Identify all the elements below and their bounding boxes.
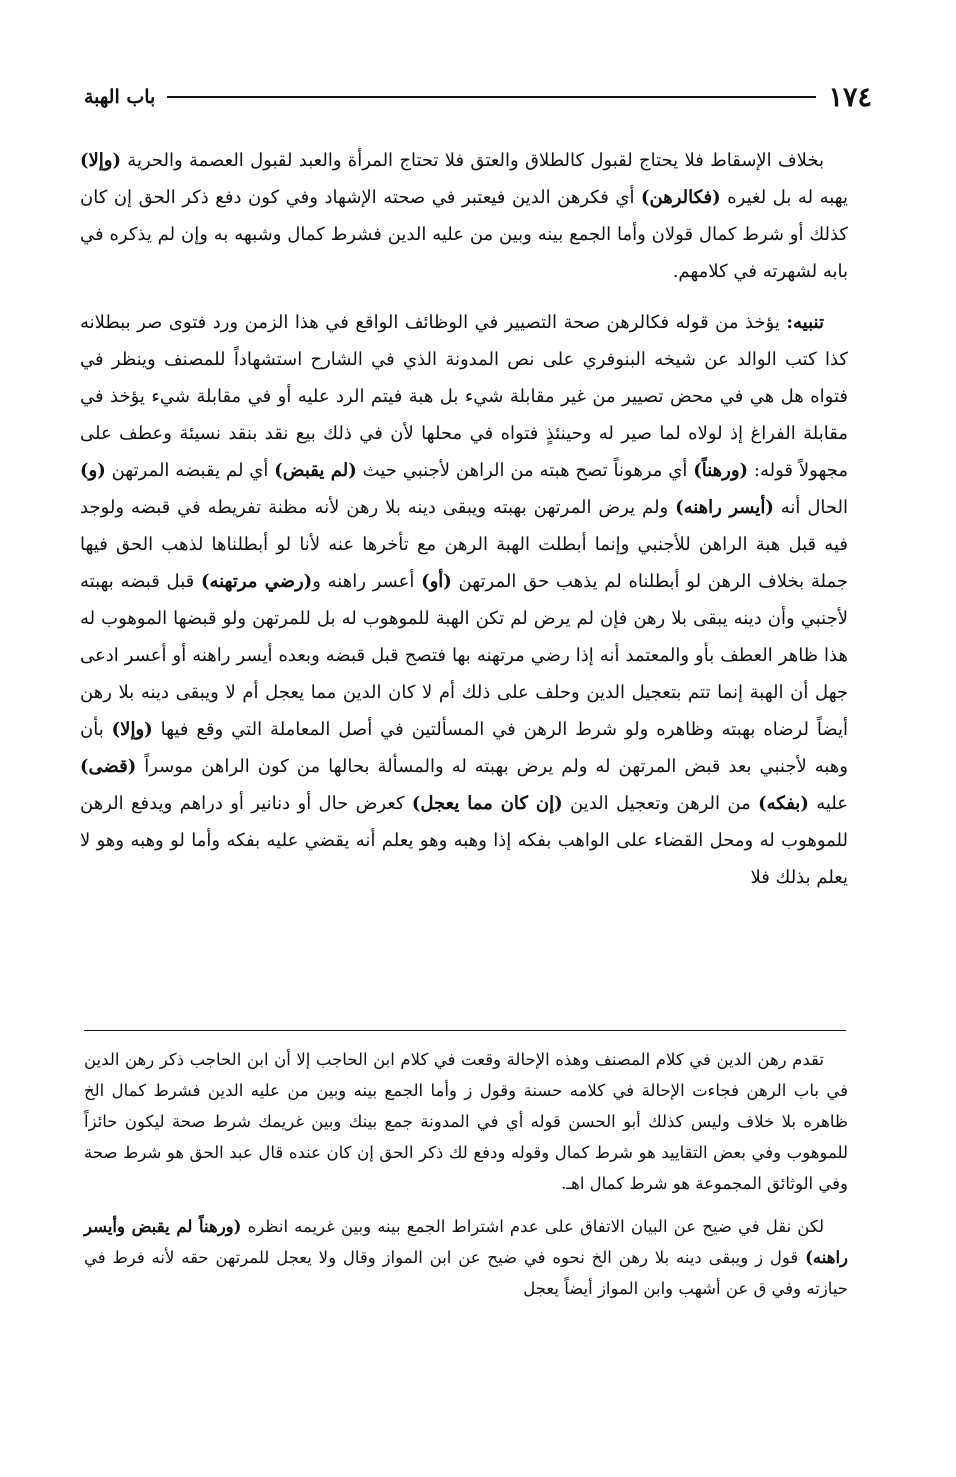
footnote-paragraph-2 [84, 1211, 848, 1304]
section-title: باب الهبة [84, 86, 156, 108]
bold-term: (وإلا) [80, 150, 121, 171]
text-run: الحال أنه [773, 497, 848, 518]
text-run: قول ز ويبقى دينه بلا رهن الخ نحوه في ضيح عن ابن المواز وقال ولا يعجل للمرتهن حقه لأنه فرط في حيازته وفي ق عن أشهب وابن المواز أيضاً يعجل [84, 1248, 848, 1298]
bold-term: (بفكه) [758, 793, 809, 814]
note-label: تنبيه: [786, 312, 824, 333]
text-run: ولم يرض المرتهن بهبته ويبقى دينه بلا رهن لأنه مظنة تفريطه في قبضه ولوجد فيه قبل هبة الراهن للأجنبي وإنما أبطلت الهبة الرهن مع تأخرها عنه لأنا لو أبطلناها لذهب الحق فيها جملة بخلاف الرهن لو أبطلناه لم يذهب حق المرتهن [80, 497, 848, 592]
text-run: عليه [808, 793, 848, 814]
header-rule [167, 96, 816, 98]
text-run: أعسر راهنه و [312, 571, 422, 592]
text-run: كعرض حال أو دنانير أو دراهم ويدفع الرهن للموهوب له ومحل القضاء على الواهب بفكه إذا وهبه وهو يعلم أنه يقضي عليه بفكه وأما لو وهبه وهو لا يعلم بذلك فلا [80, 793, 848, 888]
bold-term: (ورهناً) [693, 460, 749, 481]
text-run: أي لم يقبضه المرتهن [105, 460, 275, 481]
footnote-divider [84, 1030, 846, 1031]
bold-term: (قضى) [80, 756, 137, 777]
text-run: قبل قبضه بهبته لأجنبي وأن دينه يبقى بلا رهن فإن لم يرض لم تكن الهبة للموهوب له بل للمرتهن ولو قبضها الموهوب له هذا ظاهر العطف بأو والمعتمد أنه إذا رضي مرتهنه بها فتصح قبل قبضه وبعده أيسر راهنه أو أعسر ادعى جهل أن الهبة إنما تتم بتعجيل الدين وحلف على ذلك أم لا كان الدين مما يعجل أم لا ويبقى دينه بلا رهن أيضاً لرضاه بهبته وظاهره ولو شرط الرهن في المسألتين في أصل المعاملة التي وقع فيها [80, 571, 848, 740]
text-run: بأن وهبه لأجنبي بعد قبض المرتهن له ولم يرض بهبته له والمسألة بحالها من كون الراهن موسراً [80, 719, 848, 777]
bold-term: (وإلا) [111, 719, 153, 740]
text-run: أي فكرهن الدين فيعتبر في صحته الإشهاد وفي كون دفع ذكر الحق إن كان كذلك أو شرط كمال قولان وأما الجمع بينه وبين من عليه الدين فشرط كمال وشبهه به وإن لم يذكره في بابه لشهرته في كلامهم. [80, 187, 848, 282]
bold-term: (فكالرهن) [641, 187, 721, 208]
footnotes [84, 1044, 848, 1304]
footnote-paragraph-1: تقدم رهن الدين في كلام المصنف وهذه الإحالة وقعت في كلام ابن الحاجب إلا أن ابن الحاجب ذكر رهن الدين في باب الرهن فجاءت الإحالة في كلامه حسنة وقول ز وأما الجمع بينه وبين من عليه الدين فشرط كمال الخ ظاهره بلا خلاف وليس كذلك أبو الحسن قوله أي في المدونة جمع بينك وبين غريمك شرط صحة ليكون حائزاً للموهوب وفي بعض التقاييد هو شرط كمال وقوله ودفع لك ذكر الحق إن كان عنده قال عبد الحق هو شرط صحة وفي الوثائق المجموعة هو شرط كمال اهـ. [84, 1050, 848, 1193]
bold-term: (ورهناً لم يقبض وأيسر راهنه) [84, 1217, 848, 1267]
bold-term: (لم يقبض) [274, 460, 357, 481]
text-run: لكن نقل في ضيح عن البيان الاتفاق على عدم اشتراط الجمع بينه وبين غريمه انظره [241, 1217, 824, 1236]
text-run: يهبه له بل لغيره [720, 187, 848, 208]
bold-term: (و) [80, 460, 106, 481]
bold-term: (أو) [421, 571, 452, 592]
text-run: بخلاف الإسقاط فلا يحتاج لقبول كالطلاق والعتق فلا تحتاج المرأة والعبد لقبول العصمة والحرية [121, 150, 824, 171]
bold-term: (أيسر راهنه) [675, 497, 774, 518]
main-paragraph-2 [80, 304, 848, 896]
main-paragraph-1 [80, 142, 848, 290]
bold-term: (إن كان مما يعجل) [411, 793, 563, 814]
page-number: ١٧٤ [828, 81, 872, 113]
text-run: أي مرهوناً تصح هبته من الراهن لأجنبي حيث [356, 460, 694, 481]
text-run: يؤخذ من قوله فكالرهن صحة التصيير في الوظائف الواقع في هذا الزمن ورد فتوى صر ببطلانه كذا كتب الوالد عن شيخه البنوفري على نص المدونة الذي في الشارح استشهاداً للمصنف وينظر في فتواه هل هي في محض تصيير من غير مقابلة شيء بل هبة فيتم الرد عليه أو في مقابلة شيء يؤخذ في مقابلة الفراغ إذ لولاه لما صير له وحينئذٍ فتواه في محلها لأن في ذلك بيع نقد بنقد نسيئة وعطف على مجهولاً قوله: [80, 312, 849, 481]
bold-term: (رضي مرتهنه) [200, 571, 313, 592]
page-header [84, 80, 872, 114]
text-run: من الرهن وتعجيل الدين [562, 793, 759, 814]
main-text [80, 142, 848, 896]
